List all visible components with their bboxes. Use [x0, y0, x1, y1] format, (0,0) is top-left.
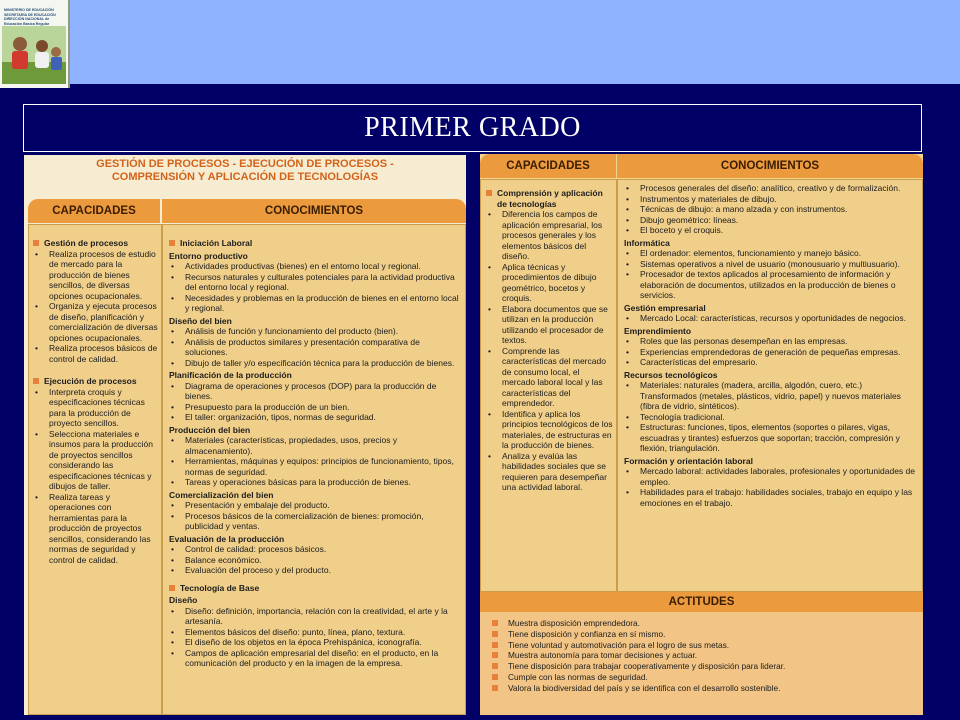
conocimiento-items [169, 606, 461, 669]
conocimiento-section-title: Diseño del bien [169, 315, 232, 326]
left-panel-title [24, 158, 466, 184]
list-item: • Sistemas operativos a nivel de usuario (monousuario y multiusuario). [624, 259, 918, 270]
right-capacidades-column [480, 179, 617, 592]
list-item: • Evaluación del proceso y del producto. [169, 565, 461, 576]
actitud-item [492, 661, 917, 672]
actitud-marker-icon [492, 642, 498, 648]
list-item: • El ordenador: elementos, funcionamiento y manejo básico. [624, 248, 918, 259]
conocimiento-section-title: Comercialización del bien [169, 489, 274, 500]
conocimiento-items [624, 380, 918, 454]
conocimiento-section-title: Producción del bien [169, 424, 251, 435]
actitud-marker-icon [492, 685, 498, 691]
header-rule [0, 84, 960, 88]
list-item: • Diseño: definición, importancia, relación con la creatividad, el arte y la artesanía. [169, 606, 461, 627]
list-item: • Herramientas, máquinas y equipos: principios de funcionamiento, tipos, normas de seguridad. [169, 456, 461, 477]
list-item: • Características del empresario. [624, 357, 918, 368]
conocimiento-items [624, 313, 918, 324]
list-item: • Elementos básicos del diseño: punto, línea, plano, textura. [169, 627, 461, 638]
actitud-text: Tiene disposición y confianza en sí mismo. [508, 628, 666, 639]
left-conocimientos-header-label: CONOCIMIENTOS [264, 205, 364, 217]
list-item: • Técnicas de dibujo: a mano alzada y con instrumentos. [624, 204, 918, 215]
section-marker-icon [169, 585, 175, 591]
conocimiento-section-title: Formación y orientación laboral [624, 455, 753, 466]
list-item: • Análisis de productos similares y presentación comparativa de soluciones. [169, 337, 461, 358]
list-item: • Procesador de textos aplicados al procesamiento de información y elaboración de documentos, utilizados en la producción de bienes o servicios. [624, 269, 918, 301]
capacidad-section-title-label: Gestión de procesos [44, 238, 129, 248]
list-item: • Presentación y embalaje del producto. [169, 500, 461, 511]
actitud-marker-icon [492, 620, 498, 626]
conocimiento-group-title [169, 238, 461, 249]
actitud-text: Valora la biodiversidad del país y se identifica con el desarrollo sostenible. [508, 682, 781, 693]
list-item: • Tareas y operaciones básicas para la producción de bienes. [169, 477, 461, 488]
list-item: • Procesos básicos de la comercialización de bienes: promoción, publicidad y ventas. [169, 511, 461, 532]
left-title-line1: GESTIÓN DE PROCESOS - EJECUCIÓN DE PROCESOS - [96, 158, 394, 170]
actitud-item [492, 618, 917, 629]
capacidad-section-title-label: Ejecución de procesos [44, 376, 137, 386]
actitud-marker-icon [492, 652, 498, 658]
list-item: • Control de calidad: procesos básicos. [169, 544, 461, 555]
actitud-marker-icon [492, 631, 498, 637]
list-item: • Diagrama de operaciones y procesos (DOP) para la producción de bienes. [169, 381, 461, 402]
conocimiento-section-title: Planificación de la producción [169, 370, 292, 380]
list-item: • El taller: organización, tipos, normas de seguridad. [169, 412, 461, 423]
list-item: • Selecciona materiales e insumos para la producción de proyectos sencillos considerando las especificaciones técnicas y dibujos de taller. [33, 429, 158, 492]
conocimiento-items [624, 183, 918, 236]
actitud-item [492, 640, 917, 651]
left-curriculum-panel [24, 155, 466, 715]
actitud-marker-icon [492, 663, 498, 669]
section-marker-icon [33, 378, 39, 384]
slide-title: PRIMER GRADO [364, 112, 581, 143]
list-item: • Mercado Local: características, recursos y oportunidades de negocios. [624, 313, 918, 324]
left-title-line2: COMPRENSIÓN Y APLICACIÓN DE TECNOLOGÍAS [111, 171, 379, 183]
list-item: • Organiza y ejecuta procesos de diseño, planificación y comercialización de diversas opciones ocupacionales. [33, 301, 158, 343]
left-capacidades-header [28, 199, 160, 223]
list-item: • Habilidades para el trabajo: habilidades sociales, trabajo en equipo y las emociones en el trabajo. [624, 487, 918, 508]
capacidad-items [33, 249, 158, 365]
conocimiento-section-title: Entorno productivo [169, 250, 248, 261]
left-capacidades-column [28, 224, 162, 715]
list-item: • Procesos generales del diseño: analítico, creativo y de formalización. [624, 183, 918, 194]
list-item: • Experiencias emprendedoras de generación de pequeñas empresas. [624, 347, 918, 358]
actitud-marker-icon [492, 674, 498, 680]
list-item: • Realiza procesos básicos de control de calidad. [33, 343, 158, 364]
conocimiento-items [169, 500, 461, 532]
conocimiento-group-title [169, 583, 461, 594]
list-item: • Realiza tareas y operaciones con herramientas para la producción de proyectos sencillos, considerando las normas de seguridad y control de calidad. [33, 492, 158, 566]
left-conocimientos-column [162, 224, 466, 715]
list-item: • Tecnología tradicional. [624, 412, 918, 423]
capacidad-section-title-label: Comprensión y aplicación de tecnologías [497, 188, 603, 209]
actitud-text: Muestra autonomía para tomar decisiones y actuar. [508, 650, 698, 661]
list-item: • Interpreta croquis y especificaciones técnicas para la producción de proyecto sencillos. [33, 387, 158, 429]
ministry-logo [0, 0, 70, 88]
list-item: • Analiza y evalúa las habilidades sociales que se requieren para desempeñar una actividad laboral. [486, 451, 613, 493]
section-marker-icon [486, 190, 492, 196]
right-conocimientos-list [624, 183, 918, 508]
left-capacidades-header-label: CAPACIDADES [52, 205, 136, 217]
logo-text: MINISTERIO DE EDUCACIÓN SECRETARÍA DE EDUCACIÓN DIRECCIÓN NACIONAL de Educación Básica Regular [4, 8, 56, 26]
list-item: • El diseño de los objetos en la época Prehispánica, iconografía. [169, 637, 461, 648]
header-band [0, 0, 960, 84]
conocimiento-items [624, 248, 918, 301]
conocimiento-group-title-label: Tecnología de Base [180, 582, 260, 593]
actitud-text: Muestra disposición emprendedora. [508, 618, 640, 628]
list-item: • Comprende las características del mercado de consumo local, el mercado laboral local y las características del emprendedor. [486, 346, 613, 409]
list-item: • Presupuesto para la producción de un bien. [169, 402, 461, 413]
right-conocimientos-column [617, 179, 923, 592]
conocimiento-section-title: Informática [624, 237, 670, 248]
left-conocimientos-header [162, 199, 466, 223]
list-item: • Mercado laboral: actividades laborales, profesionales y oportunidades de empleo. [624, 466, 918, 487]
list-item: • Aplica técnicas y procedimientos de dibujo geométrico, bocetos y croquis. [486, 262, 613, 304]
actitudes-header [480, 592, 923, 612]
list-item: • Actividades productivas (bienes) en el entorno local y regional. [169, 261, 461, 272]
list-item: • Análisis de función y funcionamiento del producto (bien). [169, 326, 461, 337]
list-item: • Balance económico. [169, 555, 461, 566]
section-marker-icon [169, 240, 175, 246]
conocimiento-section-title: Diseño [169, 595, 198, 605]
conocimiento-section-title: Recursos tecnológicos [624, 369, 718, 380]
list-item: • Identifica y aplica los principios tecnológicos de los materiales, de estructuras en la producción de bienes. [486, 409, 613, 451]
left-conocimientos-list [169, 238, 461, 669]
list-item: • Recursos naturales y culturales potenciales para la actividad productiva del entorno local y regional. [169, 272, 461, 293]
conocimiento-section-title: Gestión empresarial [624, 302, 706, 313]
conocimiento-items [169, 261, 461, 314]
capacidad-section-title [486, 188, 613, 209]
right-conocimientos-header-label: CONOCIMIENTOS [720, 160, 820, 172]
conocimiento-items [169, 435, 461, 488]
actitud-text: Tiene voluntad y automotivación para el logro de sus metas. [508, 639, 730, 650]
capacidad-items [486, 209, 613, 493]
slide-title-box [23, 104, 922, 152]
actitud-item [492, 650, 917, 661]
right-capacidades-header [480, 154, 616, 178]
conocimiento-group-title-label: Iniciación Laboral [180, 238, 253, 248]
actitud-text: Cumple con las normas de seguridad. [508, 671, 648, 682]
list-item: • Diferencia los campos de aplicación empresarial, los procesos generales y los elementos básicos del diseño. [486, 209, 613, 262]
actitudes-header-label: ACTITUDES [668, 596, 735, 608]
conocimiento-items [624, 336, 918, 368]
conocimiento-section-title: Evaluación de la producción [169, 533, 285, 544]
capacidad-section-title [33, 238, 158, 249]
actitudes-section [480, 592, 923, 715]
capacidad-items [33, 387, 158, 566]
list-item: • Materiales: naturales (madera, arcilla, algodón, cuero, etc.) Transformados (metales, plásticos, vidrio, papel) y nuevos materiales (fibra de vidrio, sintéticos). [624, 380, 918, 412]
section-marker-icon [33, 240, 39, 246]
list-item: • Dibujo de taller y/o especificación técnica para la producción de bienes. [169, 358, 461, 369]
list-item: • Dibujo geométrico: líneas. [624, 215, 918, 226]
list-item: • Realiza procesos de estudio de mercado para la producción de bienes sencillos, de diversas opciones ocupacionales. [33, 249, 158, 302]
actitud-item [492, 683, 917, 694]
actitud-item [492, 629, 917, 640]
actitud-text: Tiene disposición para trabajar cooperativamente y disposición para liderar. [508, 661, 786, 672]
right-conocimientos-header [617, 154, 923, 178]
conocimiento-items [169, 381, 461, 423]
capacidad-section-title [33, 376, 158, 387]
list-item: • Instrumentos y materiales de dibujo. [624, 194, 918, 205]
actitudes-list [492, 618, 917, 694]
right-capacidades-list [486, 188, 613, 493]
list-item: • Estructuras: funciones, tipos, elementos (soportes o pilares, vigas, escuadras y tirantes) esfuerzos que soportan; tracción, compresión y flexión, triangulación. [624, 422, 918, 454]
conocimiento-items [169, 544, 461, 576]
right-capacidades-header-label: CAPACIDADES [506, 160, 590, 172]
list-item: • Necesidades y problemas en la producción de bienes en el entorno local y regional. [169, 293, 461, 314]
list-item: • Elabora documentos que se utilizan en la producción utilizando el procesador de textos. [486, 304, 613, 346]
right-curriculum-panel [480, 154, 923, 715]
logo-photo-children-icon [2, 26, 66, 84]
conocimiento-items [169, 326, 461, 368]
list-item: • Roles que las personas desempeñan en las empresas. [624, 336, 918, 347]
list-item: • Campos de aplicación empresarial del diseño: en el producto, en la comunicación del producto y en la imagen de la empresa. [169, 648, 461, 669]
actitud-item [492, 672, 917, 683]
left-capacidades-list [33, 238, 158, 565]
list-item: • Materiales (características, propiedades, usos, precios y almacenamiento). [169, 435, 461, 456]
list-item: • El boceto y el croquis. [624, 225, 918, 236]
conocimiento-items [624, 466, 918, 508]
conocimiento-section-title: Emprendimiento [624, 325, 692, 336]
